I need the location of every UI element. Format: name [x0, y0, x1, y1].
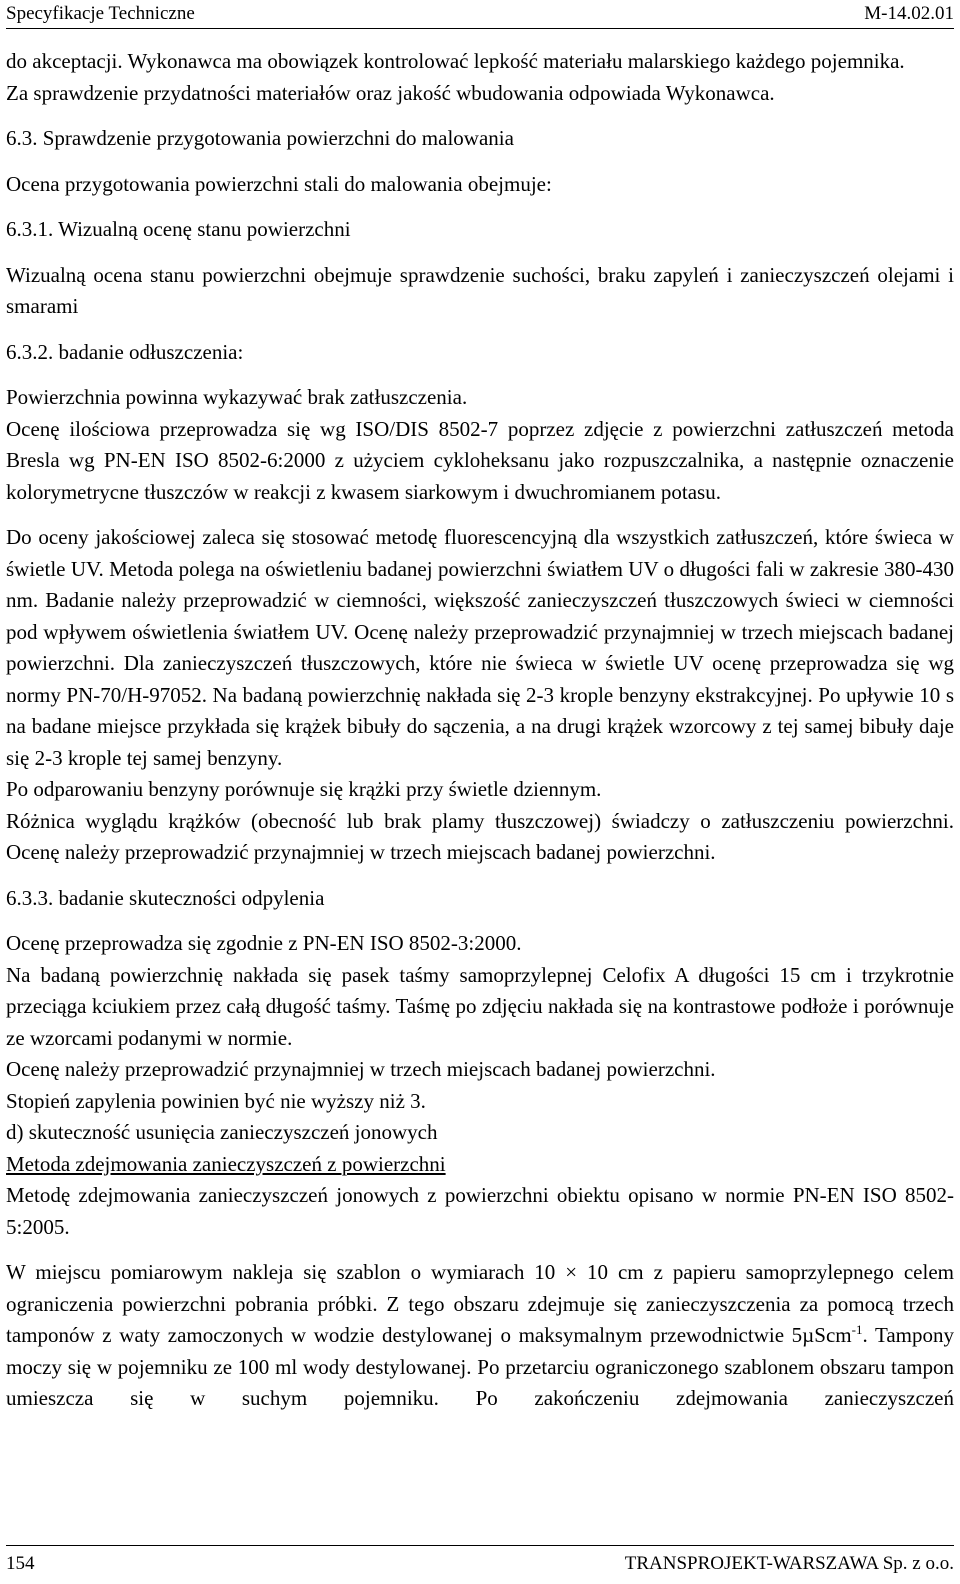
paragraph-difference: Różnica wyglądu krążków (obecność lub brak plamy tłuszczowej) świadczy o zatłuszczeniu powierzchni. Ocenę należy przeprowadzić przynajmniej w trzech miejscach badanej powierzchni. — [6, 808, 954, 864]
footer-company: TRANSPROJEKT-WARSZAWA Sp. z o.o. — [624, 1553, 954, 1574]
page-number: 154 — [6, 1553, 35, 1574]
sampling-text-b: 10 cm z papieru samoprzylepnego celem ograniczenia powierzchni pobrania próbki. Z tego obszaru zdejmuje się zanieczyszczenia za pomocą trzech tamponów z waty zamoczonych w wodzie destylowanej o maksymalnym przewodnictwie 5µScm — [6, 1260, 954, 1347]
times-symbol: × — [565, 1260, 578, 1284]
paragraph-viscosity: do akceptacji. Wykonawca ma obowiązek kontrolować lepkość materiału malarskiego każdego pojemnika. — [6, 49, 905, 73]
page-header — [6, 0, 954, 29]
paragraph-evaporation: Po odparowaniu benzyny porównuje się krążki przy świetle dziennym. — [6, 777, 602, 801]
paragraph-6-3-3-c: Ocenę należy przeprowadzić przynajmniej w trzech miejscach badanej powierzchni. — [6, 1057, 716, 1081]
section-heading-6-3-1: 6.3.1. Wizualną ocenę stanu powierzchni — [6, 217, 351, 241]
paragraph-method: Metodę zdejmowania zanieczyszczeń jonowych z powierzchni obiektu opisano w normie PN-EN ISO 8502-5:2005. — [6, 1183, 954, 1239]
section-heading-6-3: 6.3. Sprawdzenie przygotowania powierzchni do malowania — [6, 126, 514, 150]
paragraph-6-3-intro: Ocena przygotowania powierzchni stali do malowania obejmuje: — [6, 171, 552, 196]
sampling-text-c: . Tampony moczy się w pojemniku ze 100 ml wody destylowanej. Po przetarciu ograniczonego szablonem obszaru tampon umieszcza się w suchym pojemniku. Po zakończeniu zdejmowania zanieczyszczeń — [6, 1323, 954, 1410]
paragraph-6-3-2-b: Ocenę ilościowa przeprowadza się wg ISO/DIS 8502-7 poprzez zdjęcie z powierzchni zatłuszczeń metoda Bresla wg PN-EN ISO 8502-6:2000 z użyciem cykloheksanu jako rozpuszczalnika, a następnie oznaczenie kolorymetrycne tłuszczów w reakcji z kwasem siarkowym i dwuchromianem potasu. — [6, 416, 954, 504]
paragraph-6-3-3-a: Ocenę przeprowadza się zgodnie z PN-EN ISO 8502-3:2000. — [6, 931, 522, 955]
document-body — [6, 46, 954, 1415]
paragraph-sampling — [6, 1257, 954, 1415]
header-title: Specyfikacje Techniczne — [6, 3, 195, 24]
paragraph-6-3-3-d: Stopień zapylenia powinien być nie wyższy niż 3. — [6, 1088, 426, 1113]
sampling-text-a: W miejscu pomiarowym nakleja się szablon o wymiarach 10 — [6, 1260, 566, 1284]
paragraph-6-3-1: Wizualną ocena stanu powierzchni obejmuje sprawdzenie suchości, braku zapyleń i zanieczyszczeń olejami i smarami — [6, 262, 954, 318]
section-heading-6-3-3: 6.3.3. badanie skuteczności odpylenia — [6, 885, 325, 910]
paragraph-fluorescence: Do oceny jakościowej zaleca się stosować metodę fluorescencyjną dla wszystkich zatłuszczeń, które świeca w świetle UV. Metoda polega na oświetleniu badanej powierzchni światłem UV o długości fali w zakresie 380-430 nm. Badanie należy przeprowadzić w ciemności, większość zanieczyszczeń tłuszczowych świeci w ciemności pod wpływem oświetlenia światłem UV. Ocenę należy przeprowadzić przynajmniej w trzech miejscach badanej powierzchni. Dla zanieczyszczeń tłuszczowych, które nie świeca w świetle UV ocenę przeprowadza się wg normy PN-70/H-97052. Na badaną powierzchnię nakłada się 2-3 krople benzyny ekstrakcyjnej. Po upływie 10 s na badane miejsce przykłada się krążek bibuły do sączenia, a na drugi krążek wzorcowy z tej samej bibuły daje się 2-3 krople tej samej benzyny. — [6, 525, 954, 770]
paragraph-responsibility: Za sprawdzenie przydatności materiałów oraz jakość wbudowania odpowiada Wykonawca. — [6, 80, 775, 105]
header-spec-code: M-14.02.01 — [864, 3, 954, 24]
paragraph-6-3-2-a: Powierzchnia powinna wykazywać brak zatłuszczenia. — [6, 385, 468, 409]
section-heading-6-3-2: 6.3.2. badanie odłuszczenia: — [6, 339, 244, 364]
paragraph-6-3-3-b: Na badaną powierzchnię nakłada się pasek taśmy samoprzylepnej Celofix A długości 15 cm i trzykrotnie przeciąga kciukiem przez całą długość taśmy. Taśmę po zdjęciu nakłada się na kontrastowe podłoże i porównuje ze wzorcami podanymi w normie. — [6, 962, 954, 1050]
paragraph-item-d: d) skuteczność usunięcia zanieczyszczeń jonowych — [6, 1120, 438, 1144]
superscript-minus-one: -1 — [851, 1322, 863, 1337]
page-footer — [6, 1545, 954, 1584]
method-title-text: Metoda zdejmowania zanieczyszczeń z powierzchni — [6, 1151, 446, 1176]
method-title — [6, 1149, 954, 1181]
